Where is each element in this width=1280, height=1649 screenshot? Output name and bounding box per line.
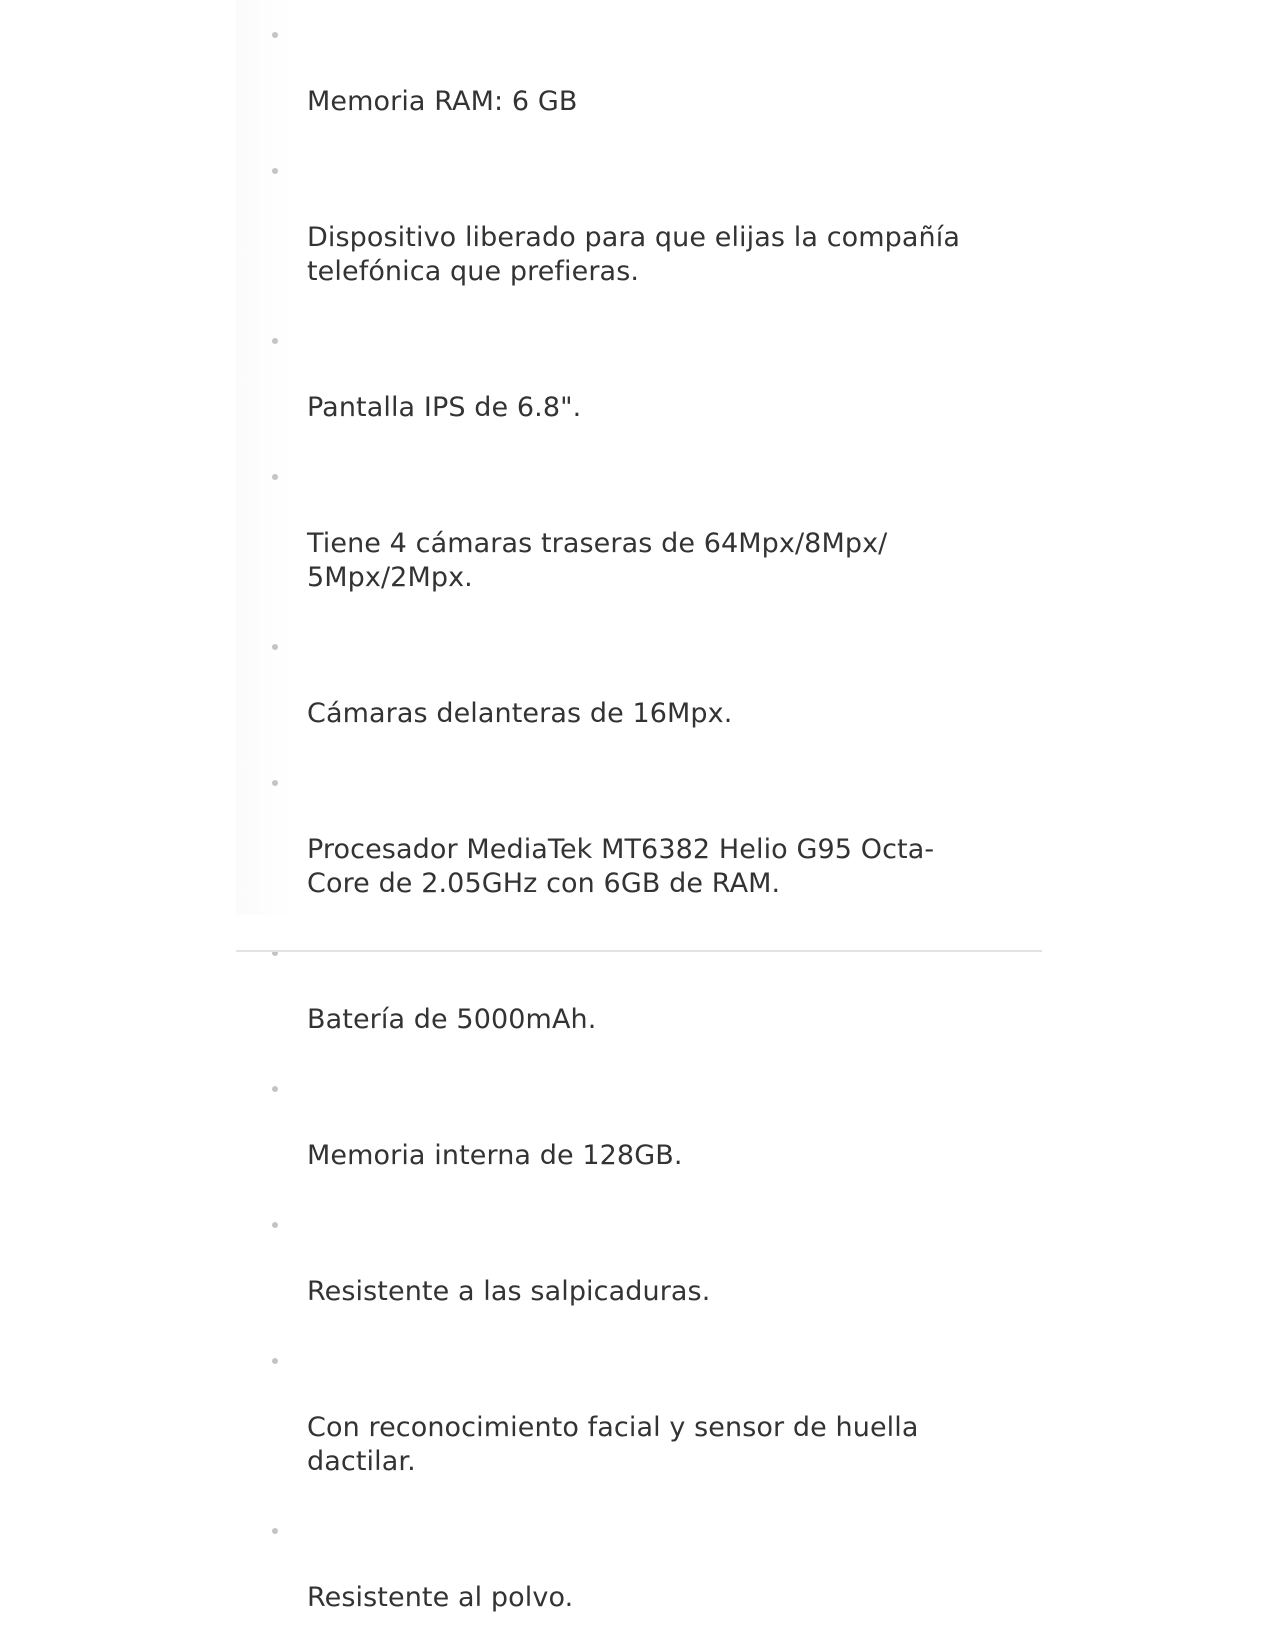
list-item-text: Pantalla IPS de 6.8". (307, 392, 582, 423)
bullet-dot-icon (272, 1086, 278, 1092)
list-item-text: Cámaras delanteras de 16Mpx. (307, 698, 733, 729)
bullet-dot-icon (272, 644, 278, 650)
spec-list (236, 17, 1042, 1649)
list-item (236, 1343, 1042, 1479)
bullet-dot-icon (272, 1528, 278, 1534)
section-divider (236, 950, 1042, 952)
list-item-text: Con reconocimiento facial y sensor de huella dactilar. (307, 1412, 919, 1477)
list-item-text: Resistente al polvo. (307, 1582, 574, 1613)
bullet-dot-icon (272, 32, 278, 38)
bullet-dot-icon (272, 1222, 278, 1228)
list-item-text: Memoria interna de 128GB. (307, 1140, 683, 1171)
list-item (236, 459, 1042, 595)
list-item (236, 1513, 1042, 1615)
bullet-dot-icon (272, 474, 278, 480)
list-item (236, 765, 1042, 901)
list-item-text: Resistente a las salpicaduras. (307, 1276, 711, 1307)
list-item-text: Procesador MediaTek MT6382 Helio G95 Octa- Core de 2.05GHz con 6GB de RAM. (307, 834, 935, 899)
list-item (236, 17, 1042, 119)
list-item (236, 629, 1042, 731)
list-item-text: Tiene 4 cámaras traseras de 64Mpx/8Mpx/ 5Mpx/2Mpx. (307, 528, 888, 593)
list-item (236, 153, 1042, 289)
list-item (236, 1071, 1042, 1173)
bullet-dot-icon (272, 338, 278, 344)
spec-content (236, 0, 1042, 1613)
list-item (236, 1207, 1042, 1309)
bullet-dot-icon (272, 1358, 278, 1364)
list-item (236, 323, 1042, 425)
list-item-text: Memoria RAM: 6 GB (307, 86, 578, 117)
list-item-text: Dispositivo liberado para que elijas la compañía telefónica que prefieras. (307, 222, 960, 287)
bullet-dot-icon (272, 780, 278, 786)
bullet-dot-icon (272, 168, 278, 174)
list-item-text: Batería de 5000mAh. (307, 1004, 597, 1035)
